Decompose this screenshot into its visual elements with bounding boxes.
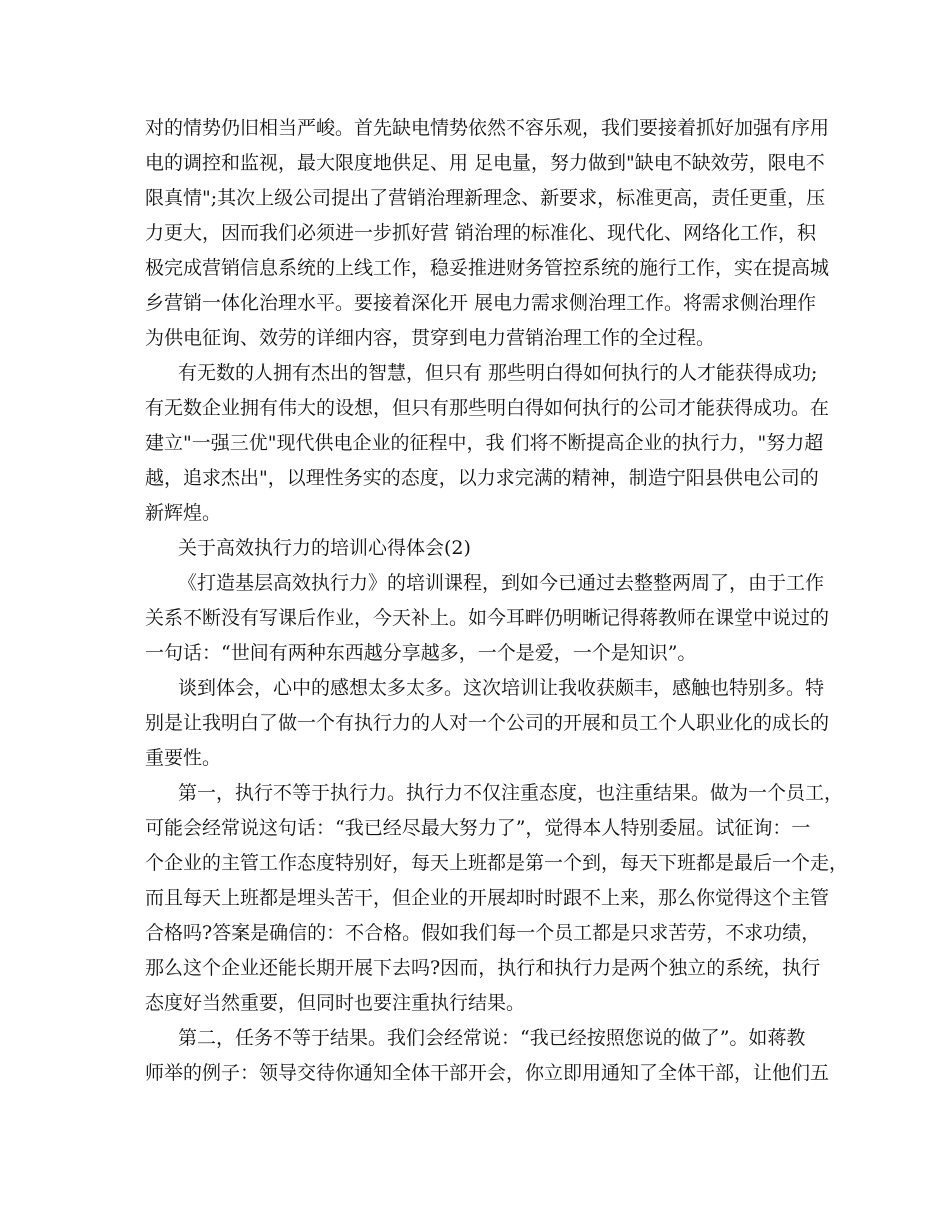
text-line-12: 新辉煌。 [145, 502, 222, 524]
text-line-18: 别是让我明白了做一个有执行力的人对一个公司的开展和员工个人职业化的成长的 [145, 712, 830, 734]
text-line-1: 对的情势仍旧相当严峻。首先缺电情势依然不容乐观，我们要接着抓好加强有序用 [145, 117, 830, 139]
text-line-20: 第一，执行不等于执行力。执行力不仅注重态度，也注重结果。做为一个员工， [178, 782, 844, 804]
text-line-24: 合格吗?答案是确信的：不合格。假如我们每一个员工都是只求苦劳，不求功绩， [145, 922, 821, 944]
text-line-17: 谈到体会，心中的感想太多太多。这次培训让我收获颇丰，感触也特别多。特 [178, 677, 825, 699]
text-line-5: 极完成营销信息系统的上线工作，稳妥推进财务管控系统的施行工作，实在提高城 [145, 257, 830, 279]
text-line-16: 一句话：“世间有两种东西越分享越多，一个是爱，一个是知识”。 [145, 642, 697, 664]
text-line-4: 力更大，因而我们必须进一步抓好营 销治理的标准化、现代化、网络化工作，积 [145, 222, 817, 244]
text-line-2: 电的调控和监视，最大限度地供足、用 足电量，努力做到"缺电不缺效劳，限电不 [145, 152, 825, 174]
text-line-6: 乡营销一体化治理水平。要接着深化开 展电力需求侧治理工作。将需求侧治理作 [145, 292, 817, 314]
text-line-19: 重要性。 [145, 747, 222, 769]
text-line-7: 为供电征询、效劳的详细内容，贯穿到电力营销治理工作的全过程。 [145, 327, 716, 349]
text-line-22: 个企业的主管工作态度特别好，每天上班都是第一个到，每天下班都是最后一个走， [145, 852, 849, 874]
text-line-26: 态度好当然重要，但同时也要注重执行结果。 [145, 992, 526, 1014]
text-line-3: 限真情";其次上级公司提出了营销治理新理念、新要求，标准更高，责任更重，压 [145, 187, 826, 209]
text-line-9: 有无数企业拥有伟大的设想，但只有那些明白得如何执行的公司才能获得成功。在 [145, 397, 830, 419]
text-line-23: 而且每天上班都是埋头苦干，但企业的开展却时时跟不上来，那么你觉得这个主管 [145, 887, 830, 909]
text-line-28: 师举的例子：领导交待你通知全体干部开会，你立即用通知了全体干部，让他们五 [145, 1062, 830, 1084]
text-line-14: 《打造基层高效执行力》的培训课程，到如今已通过去整整两周了，由于工作 [178, 572, 825, 594]
text-line-10: 建立"一强三优"现代供电企业的征程中，我 们将不断提高企业的执行力，"努力超 [145, 432, 824, 454]
text-line-21: 可能会经常说这句话：“我已经尽最大努力了”，觉得本人特别委屈。试征询：一 [145, 817, 811, 839]
text-line-27: 第二，任务不等于结果。我们会经常说：“我已经按照您说的做了”。如蒋教 [178, 1027, 806, 1049]
section-heading: 关于高效执行力的培训心得体会(2) [178, 537, 471, 559]
text-line-8: 有无数的人拥有杰出的智慧，但只有 那些明白得如何执行的人才能获得成功; [178, 362, 818, 384]
text-line-15: 关系不断没有写课后作业，今天补上。如今耳畔仍明晰记得蒋教师在课堂中说过的 [145, 607, 830, 629]
text-line-11: 越，追求杰出"，以理性务实的态度，以力求完满的精神，制造宁阳县供电公司的 [145, 467, 819, 489]
text-line-25: 那么这个企业还能长期开展下去吗?因而，执行和执行力是两个独立的系统，执行 [145, 957, 821, 979]
